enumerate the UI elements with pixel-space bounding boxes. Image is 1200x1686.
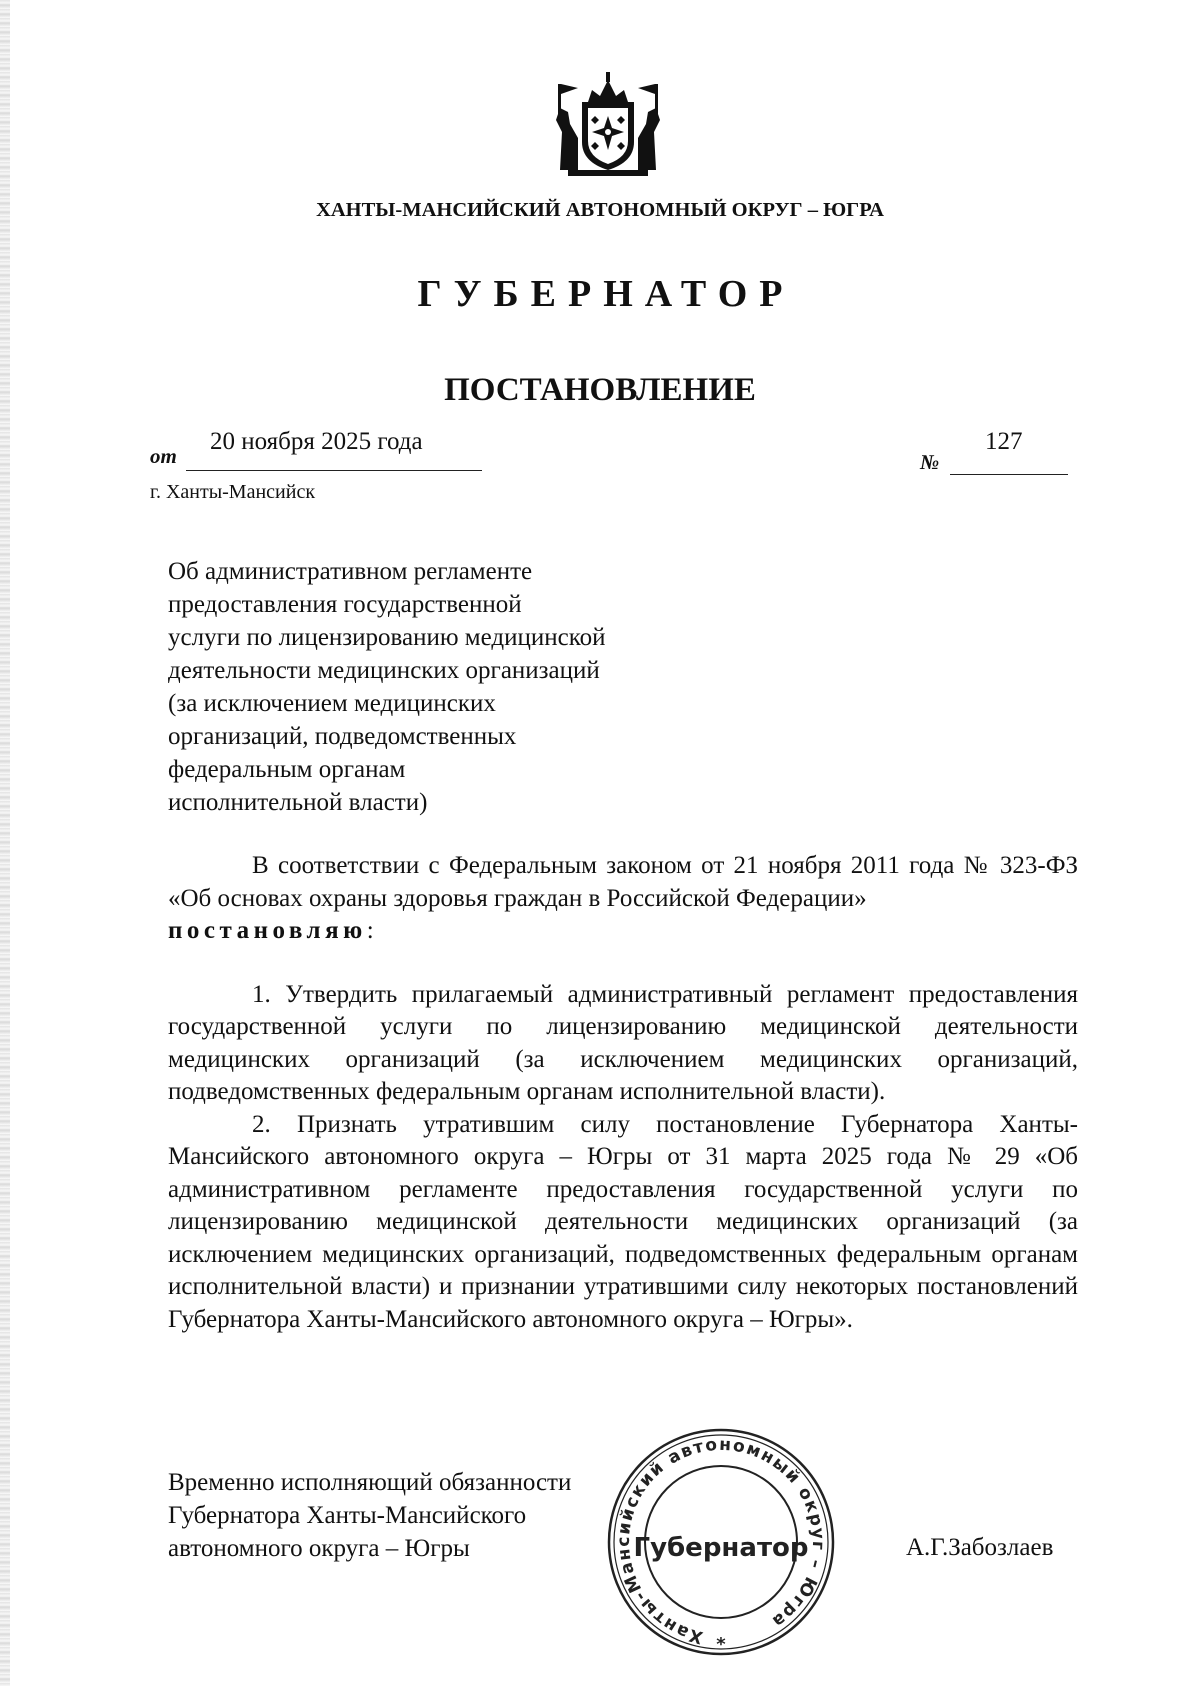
number-underline <box>950 474 1068 475</box>
seal-ring-text: Ханты-Мансийский автономный округ – Югра <box>613 1434 829 1648</box>
subject-line: (за исключением медицинских <box>168 690 496 717</box>
subject-line: Об административном регламенте <box>168 558 533 585</box>
authority-heading: ГУБЕРНАТОР <box>417 273 795 315</box>
signer-name: А.Г.Забозлаев <box>906 1534 1054 1561</box>
coat-of-arms-emblem <box>548 72 668 180</box>
signer-position-line: Временно исполняющий обязанности <box>168 1469 572 1496</box>
subject-line: федеральным органам <box>168 756 406 783</box>
paragraph-spacer <box>168 948 1078 979</box>
date-underline <box>186 470 482 471</box>
signer-position-line: автономного округа – Югры <box>168 1535 470 1562</box>
resolve-line <box>168 915 1078 948</box>
city-label: г. Ханты-Мансийск <box>150 481 316 503</box>
document-body <box>168 850 1078 1336</box>
region-heading: ХАНТЫ-МАНСИЙСКИЙ АВТОНОМНЫЙ ОКРУГ – ЮГРА <box>316 199 884 221</box>
subject-line: исполнительной власти) <box>168 789 428 816</box>
signer-position <box>168 1466 638 1565</box>
scan-edge <box>0 0 10 1686</box>
resolve-colon: : <box>366 917 374 944</box>
subject-line: организаций, подведомственных <box>168 723 517 750</box>
seal-center-text: Губернатор <box>633 1533 809 1563</box>
number-prefix: № <box>920 450 940 474</box>
date-prefix: от <box>150 444 177 468</box>
seal-star: * <box>716 1634 726 1655</box>
item-1-paragraph: 1. Утвердить прилагаемый административный регламент предоставления государственной услуги по лицензированию медицинской деятельности медицинских организаций (за исключением медицинских организаций, подведомственных федеральным органам исполнительной власти). <box>168 980 1078 1105</box>
document-number: 127 <box>985 428 1023 455</box>
official-seal <box>604 1422 838 1662</box>
document-date: 20 ноября 2025 года <box>210 428 423 455</box>
subject-line: деятельности медицинских организаций <box>168 657 600 684</box>
preamble-paragraph: В соответствии с Федеральным законом от 21 ноября 2011 года № 323-ФЗ «Об основах охраны здоровья граждан в Российской Федерации» <box>168 852 1078 912</box>
document-subject <box>168 555 688 819</box>
document-type-heading: ПОСТАНОВЛЕНИЕ <box>444 372 756 408</box>
item-2-paragraph: 2. Признать утратившим силу постановление Губернатора Ханты-Мансийского автономного округа – Югры от 31 марта 2025 года № 29 «Об административном регламенте предоставления государственной услуги по лицензированию медицинской деятельности медицинских организаций (за исключением медицинских организаций, подведомственных федеральным органам исполнительной власти) и признании утратившими силу некоторых постановлений Губернатора Ханты-Мансийского автономного округа – Югры». <box>168 1110 1078 1333</box>
signer-position-line: Губернатора Ханты-Мансийского <box>168 1502 527 1529</box>
resolve-word: постановляю <box>168 917 367 944</box>
subject-line: услуги по лицензированию медицинской <box>168 624 606 651</box>
subject-line: предоставления государственной <box>168 591 522 618</box>
